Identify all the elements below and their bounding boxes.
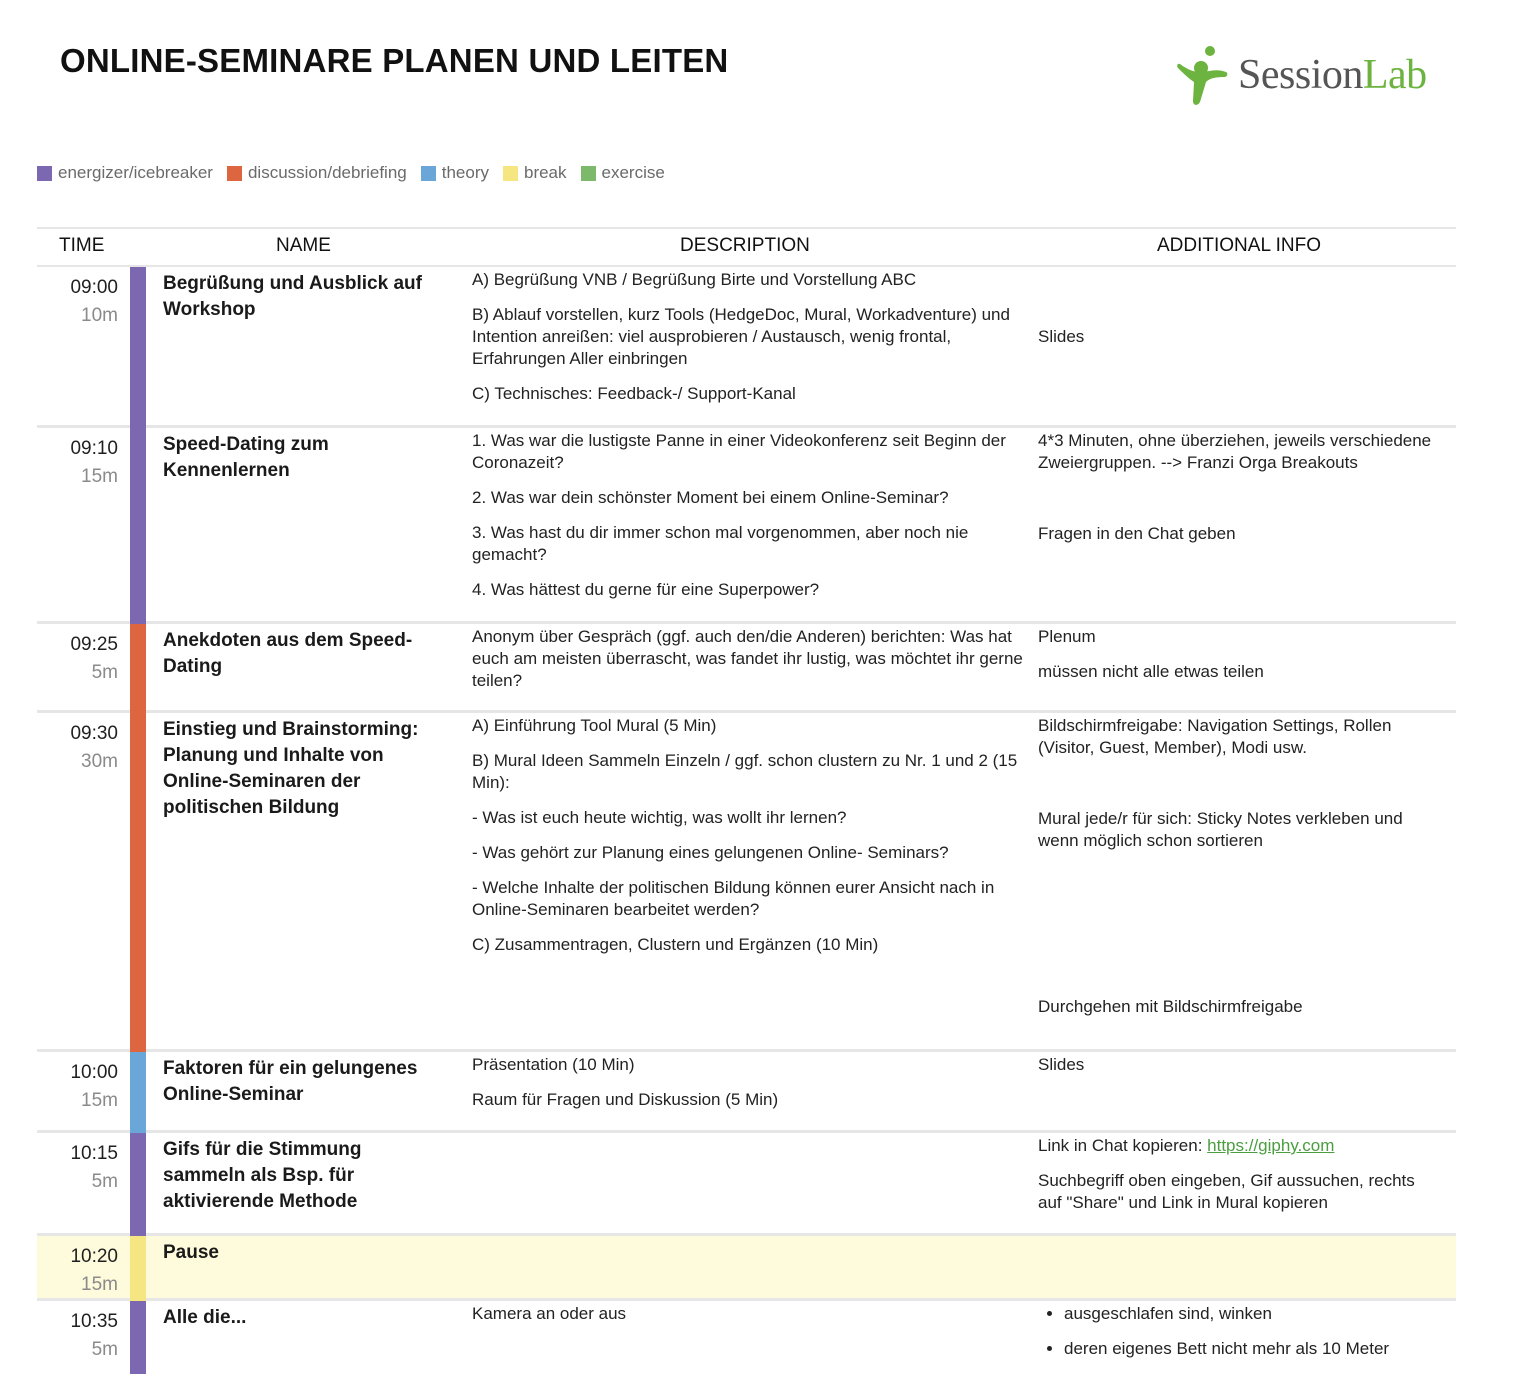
row-additional-info: Slides (1038, 327, 1085, 346)
row-time: 10:20 15m (70, 1246, 118, 1295)
agenda-row[interactable] (37, 267, 1456, 428)
legend-label: energizer/icebreaker (58, 163, 213, 182)
row-name: Faktoren für ein gelungenes Online-Seminar (163, 1058, 418, 1105)
category-bar (130, 267, 146, 428)
row-description: 1. Was war die lustigste Panne in einer Videokonferenz seit Beginn der Coronazeit? 2. Was war dein schönster Moment bei einem Online-Seminar? 3. Was hast du dir immer schon mal vorgenommen, aber noch nie gemacht? 4. Was hättest du gerne für eine Superpower? (472, 431, 1006, 599)
legend-label: break (523, 163, 567, 182)
category-bar (130, 1052, 146, 1133)
agenda-row[interactable] (37, 1133, 1456, 1236)
agenda-table (37, 227, 1456, 1371)
legend-swatch (581, 166, 596, 181)
agenda-row[interactable] (37, 428, 1456, 624)
row-name: Speed-Dating zum Kennenlernen (163, 434, 329, 481)
row-name: Einstieg und Brainstorming: Planung und Inhalte von Online-Seminaren der politischen Bildung (163, 719, 419, 818)
agenda-row[interactable] (37, 713, 1456, 1052)
row-additional-info: Link in Chat kopieren: https://giphy.com Suchbegriff oben eingeben, Gif aussuchen, rechts auf "Share" und Link in Mural kopieren (1038, 1136, 1415, 1212)
agenda-row[interactable] (37, 1052, 1456, 1133)
row-time: 10:35 5m (70, 1311, 118, 1360)
row-time: 10:00 15m (70, 1062, 118, 1111)
row-description: Kamera an oder aus (472, 1304, 627, 1323)
row-time: 10:15 5m (70, 1143, 118, 1192)
category-bar (130, 1301, 146, 1374)
legend-item-break (503, 163, 567, 183)
sessionlab-logo[interactable] (1176, 40, 1427, 110)
row-additional-info (1038, 1303, 1443, 1373)
category-bar (130, 1236, 146, 1301)
row-name: Alle die... (163, 1307, 247, 1328)
agenda-row-break[interactable] (37, 1236, 1456, 1301)
row-name: Begrüßung und Ausblick auf Workshop (163, 273, 422, 320)
legend-item-exercise (581, 163, 665, 183)
legend-item-discussion (227, 163, 407, 183)
row-additional-info: Bildschirmfreigabe: Navigation Settings, Rollen (Visitor, Guest, Member), Modi usw. Mural jede/r für sich: Sticky Notes verkleben und wenn möglich schon sortieren Durchgehen mit Bildschirmfreigabe (1038, 716, 1403, 1016)
sessionlab-figure-icon (1176, 44, 1234, 106)
row-name: Pause (163, 1242, 219, 1263)
row-additional-info: 4*3 Minuten, ohne überziehen, jeweils verschiedene Zweiergruppen. --> Franzi Orga Breakouts Fragen in den Chat geben (1038, 431, 1432, 543)
row-time: 09:10 15m (70, 438, 118, 487)
category-bar (130, 428, 146, 624)
row-description: A) Einführung Tool Mural (5 Min) B) Mural Ideen Sammeln Einzeln / ggf. schon clustern zu Nr. 1 und 2 (15 Min): - Was ist euch heute wichtig, was wollt ihr lernen? - Was gehört zur Planung eines gelungenen Online- Seminars? - Welche Inhalte der politischen Bildung können eurer Ansicht nach in Online-Seminaren bearbeitet werden? C) Zusammentragen, Clustern und Ergänzen (10 Min) (472, 716, 1018, 954)
row-time: 09:00 10m (70, 277, 118, 326)
list-item: • deren eigenes Bett nicht mehr als 10 Meter (1064, 1338, 1443, 1360)
row-description: Präsentation (10 Min) Raum für Fragen und Diskussion (5 Min) (472, 1055, 779, 1109)
category-legend (37, 163, 679, 183)
table-header (37, 227, 1456, 267)
header-name: NAME (276, 235, 331, 256)
legend-item-energizer (37, 163, 213, 183)
info-bullet-list (1038, 1303, 1443, 1360)
row-name: Gifs für die Stimmung sammeln als Bsp. für aktivierende Methode (163, 1139, 362, 1212)
row-description: Anonym über Gespräch (ggf. auch den/die Anderen) berichten: Was hat euch am meisten überrascht, was fandet ihr lustig, was möchtet ihr gerne teilen? (472, 627, 1023, 690)
row-additional-info: Slides (1038, 1055, 1085, 1074)
header-description: DESCRIPTION (680, 235, 810, 256)
legend-label: discussion/debriefing (247, 163, 407, 182)
sessionlab-wordmark: SessionLab (1238, 52, 1427, 98)
legend-label: exercise (601, 163, 665, 182)
legend-swatch (503, 166, 518, 181)
legend-swatch (37, 166, 52, 181)
legend-swatch (227, 166, 242, 181)
legend-item-theory (421, 163, 489, 183)
agenda-row[interactable] (37, 1301, 1456, 1371)
category-bar (130, 1133, 146, 1236)
header-additional-info: ADDITIONAL INFO (1157, 235, 1321, 256)
header-time: TIME (59, 235, 105, 256)
legend-swatch (421, 166, 436, 181)
legend-label: theory (441, 163, 489, 182)
row-description: A) Begrüßung VNB / Begrüßung Birte und Vorstellung ABC B) Ablauf vorstellen, kurz Tools (HedgeDoc, Mural, Workadventure) und Intention anreißen: viel ausprobieren / Austausch, wenig frontal, Erfahrungen Aller einbringen C) Technisches: Feedback-/ Support-Kanal (472, 270, 1010, 403)
row-time: 09:25 5m (70, 634, 118, 683)
category-bar (130, 713, 146, 1052)
row-time: 09:30 30m (70, 723, 118, 772)
category-bar (130, 624, 146, 713)
row-additional-info: Plenum müssen nicht alle etwas teilen (1038, 627, 1264, 681)
page-title: ONLINE-SEMINARE PLANEN UND LEITEN (60, 42, 729, 79)
agenda-row[interactable] (37, 624, 1456, 713)
info-text: Link in Chat kopieren: (1038, 1136, 1208, 1155)
list-item: • ausgeschlafen sind, winken (1064, 1303, 1443, 1325)
giphy-link[interactable]: https://giphy.com (1207, 1136, 1335, 1155)
row-name: Anekdoten aus dem Speed-Dating (163, 630, 413, 677)
